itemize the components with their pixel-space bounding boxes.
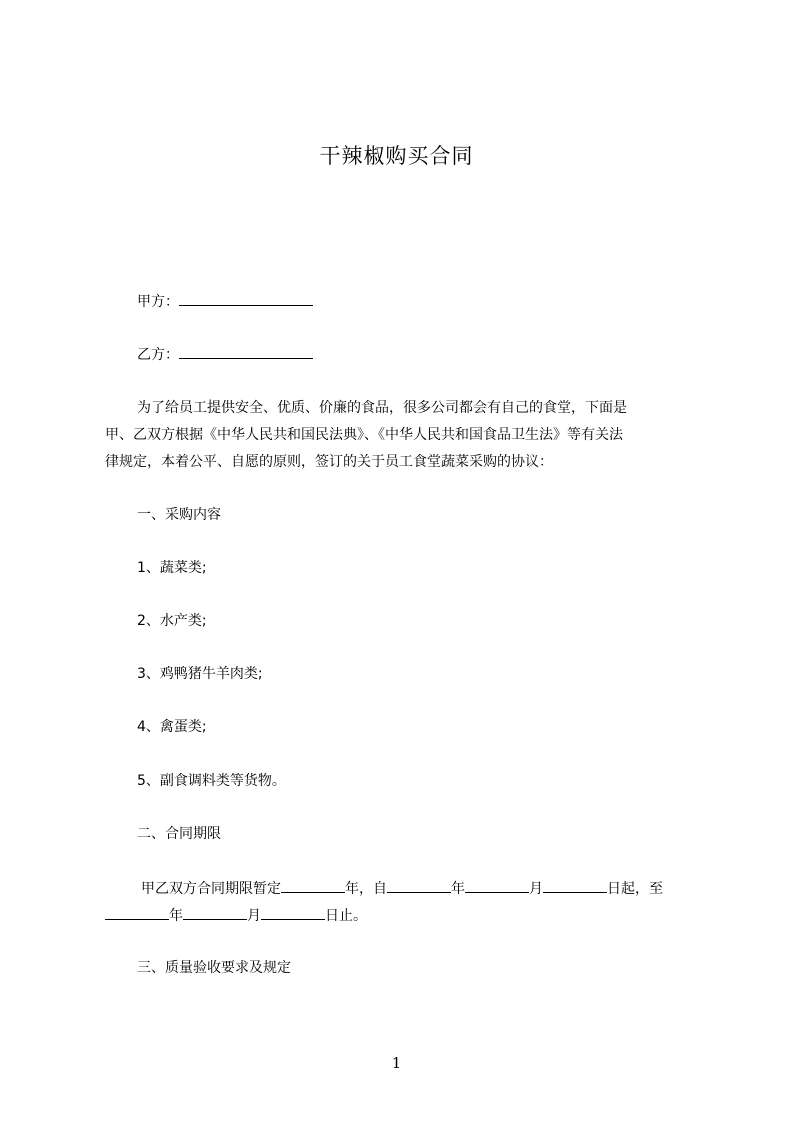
section-1-heading: 一、采购内容	[137, 507, 221, 523]
term-text: 日止。	[325, 908, 367, 924]
start-month-blank	[465, 876, 529, 893]
term-text: 甲乙双方合同期限暂定	[141, 881, 281, 897]
start-day-blank	[543, 876, 607, 893]
end-year-blank	[105, 903, 169, 920]
term-text: 年	[169, 908, 183, 924]
term-line-1	[141, 876, 663, 901]
term-text: 月	[529, 881, 543, 897]
term-years-blank	[281, 876, 345, 893]
party-a-label: 甲方：	[137, 294, 179, 310]
end-month-blank	[183, 903, 247, 920]
party-a-line	[137, 289, 313, 314]
party-a-blank	[179, 289, 313, 306]
party-b-blank	[179, 342, 313, 359]
intro-line-1: 为了给员工提供安全、优质、价廉的食品，很多公司都会有自己的食堂，下面是	[137, 400, 627, 416]
document-title: 干辣椒购买合同	[319, 144, 474, 168]
list-item: 5、副食调料类等货物。	[137, 773, 286, 789]
intro-line-3: 律规定，本着公平、自愿的原则，签订的关于员工食堂蔬菜采购的协议：	[105, 454, 553, 470]
term-text: 月	[247, 908, 261, 924]
term-text: 日起，至	[607, 881, 663, 897]
section-2-heading: 二、合同期限	[137, 826, 221, 842]
list-item: 3、鸡鸭猪牛羊肉类;	[137, 666, 263, 682]
section-3-heading: 三、质量验收要求及规定	[137, 960, 291, 976]
start-year-blank	[387, 876, 451, 893]
end-day-blank	[261, 903, 325, 920]
term-line-2	[105, 903, 367, 928]
list-item: 2、水产类;	[137, 613, 207, 629]
intro-line-2: 甲、乙双方根据《中华人民共和国民法典》、《中华人民共和国食品卫生法》等有关法	[105, 427, 623, 443]
term-text: 年，自	[345, 881, 387, 897]
page-number: 1	[391, 1054, 402, 1072]
list-item: 4、禽蛋类;	[137, 719, 207, 735]
party-b-line	[137, 342, 313, 367]
party-b-label: 乙方：	[137, 347, 179, 363]
list-item: 1、蔬菜类;	[137, 560, 207, 576]
term-text: 年	[451, 881, 465, 897]
